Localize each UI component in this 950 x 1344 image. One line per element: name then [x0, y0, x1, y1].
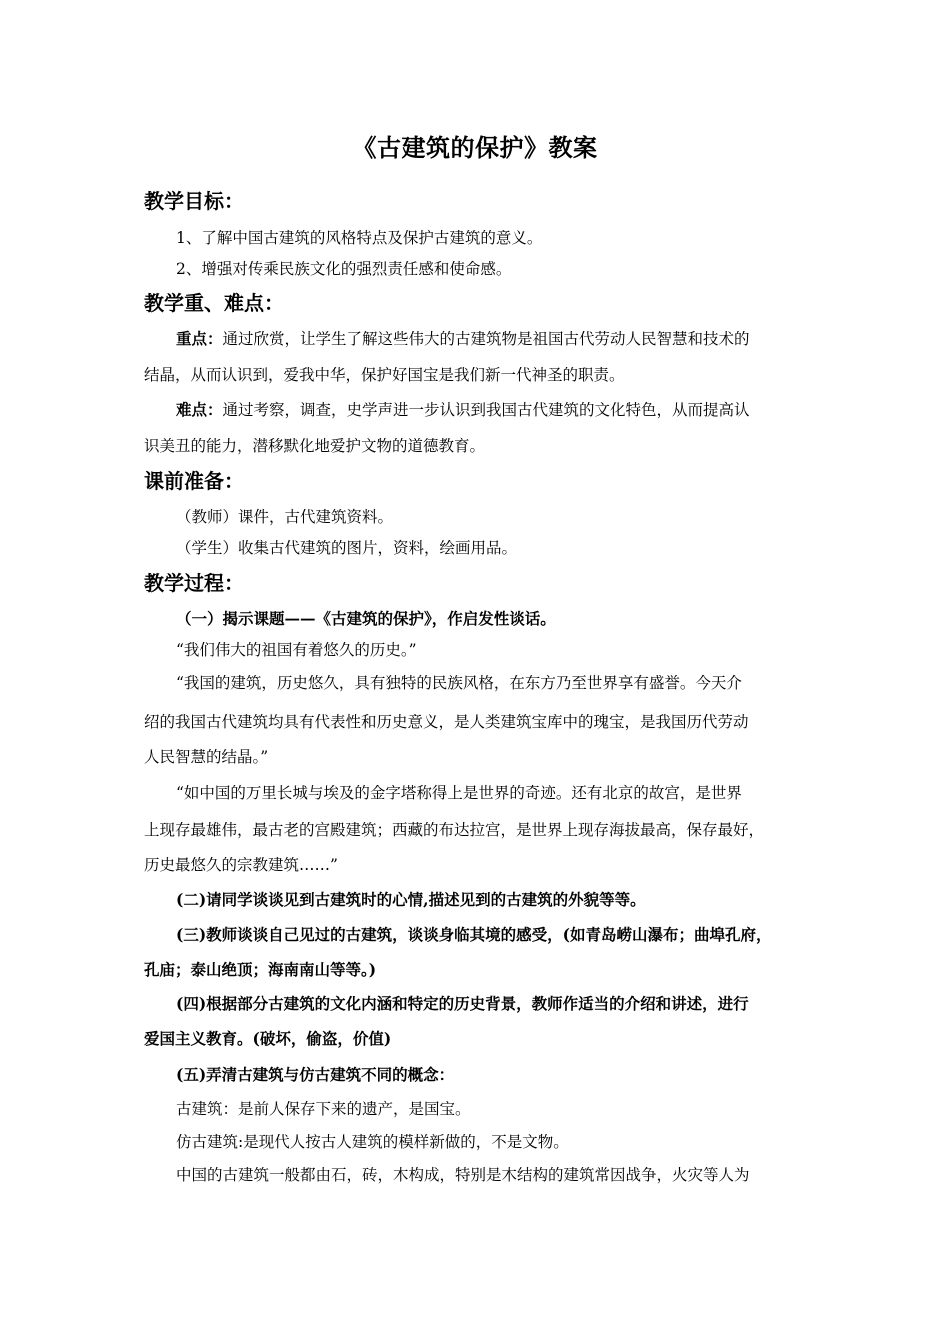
keypoint-line-1	[176, 327, 750, 351]
quote-3-line-2: 上现存最雄伟，最古老的宫殿建筑；西藏的布达拉宫，是世界上现存海拔最高，保存最好，	[144, 821, 765, 839]
quote-2-line-2: 绍的我国古代建筑均具有代表性和历史意义，是人类建筑宝库中的瑰宝，是我国历代劳动	[144, 713, 749, 731]
objective-2: 2、增强对传乘民族文化的强烈责任感和使命感。	[176, 260, 512, 278]
closing-paragraph-line-1: 中国的古建筑一般都由石，砖，木构成，特别是木结构的建筑常因战争，火灾等人为	[176, 1166, 750, 1184]
step-1: （一）揭示课题——《古建筑的保护》，作启发性谈话。	[176, 609, 556, 628]
heading-process: 教学过程：	[144, 571, 244, 595]
heading-objectives: 教学目标：	[144, 189, 244, 213]
quote-2-line-1: “我国的建筑，历史悠久，具有独特的民族风格，在东方乃至世界享有盛誉。今天介	[176, 674, 742, 692]
step-2: (二)请同学谈谈见到古建筑时的心情,描述见到的古建筑的外貌等等。	[176, 890, 646, 909]
quote-3-line-3: 历史最悠久的宗教建筑……”	[144, 856, 338, 874]
quote-1: “我们伟大的祖国有着悠久的历史。”	[176, 641, 417, 659]
prep-student: （学生）收集古代建筑的图片，资料，绘画用品。	[176, 539, 518, 557]
quote-3-line-1: “如中国的万里长城与埃及的金字塔称得上是世界的奇迹。还有北京的故宫，是世界	[176, 784, 742, 802]
heading-preparation: 课前准备：	[144, 469, 244, 493]
step-5: (五)弄清古建筑与仿古建筑不同的概念：	[176, 1065, 455, 1084]
definition-imitation: 仿古建筑:是现代人按古人建筑的模样新做的，不是文物。	[176, 1133, 569, 1151]
step-4-line-2: 爱国主义教育。(破坏，偷盗，价值)	[144, 1029, 392, 1048]
step-3-line-2: 孔庙；泰山绝顶；海南南山等等。)	[144, 960, 377, 979]
objective-1: 1、了解中国古建筑的风格特点及保护古建筑的意义。	[176, 229, 543, 247]
difficulty-text: 通过考察，调查，史学声进一步认识到我国古代建筑的文化特色，从而提高认	[222, 401, 750, 419]
step-4-line-1: (四)根据部分古建筑的文化内涵和特定的历史背景，教师作适当的介绍和讲述，进行	[176, 994, 749, 1013]
keypoint-text: 通过欣赏，让学生了解这些伟大的古建筑物是祖国古代劳动人民智慧和技术的	[222, 330, 750, 348]
step-3-line-1: (三)教师谈谈自己见过的古建筑，谈谈身临其境的感受，(如青岛崂山瀑布；曲埠孔府，	[176, 925, 772, 944]
difficulty-label: 难点：	[176, 400, 223, 419]
prep-teacher: （教师）课件，古代建筑资料。	[176, 508, 394, 526]
keypoint-label: 重点：	[176, 329, 223, 348]
definition-ancient: 古建筑：是前人保存下来的遗产，是国宝。	[176, 1100, 471, 1118]
difficulty-line-2: 识美丑的能力，潜移默化地爱护文物的道德教育。	[144, 437, 486, 455]
quote-2-line-3: 人民智慧的结晶。”	[144, 748, 269, 766]
keypoint-line-2: 结晶，从而认识到，爱我中华，保护好国宝是我们新一代神圣的职责。	[144, 366, 625, 384]
document-title: 《古建筑的保护》教案	[352, 133, 598, 162]
heading-keypoints: 教学重、难点：	[144, 291, 284, 315]
difficulty-line-1	[176, 398, 750, 422]
